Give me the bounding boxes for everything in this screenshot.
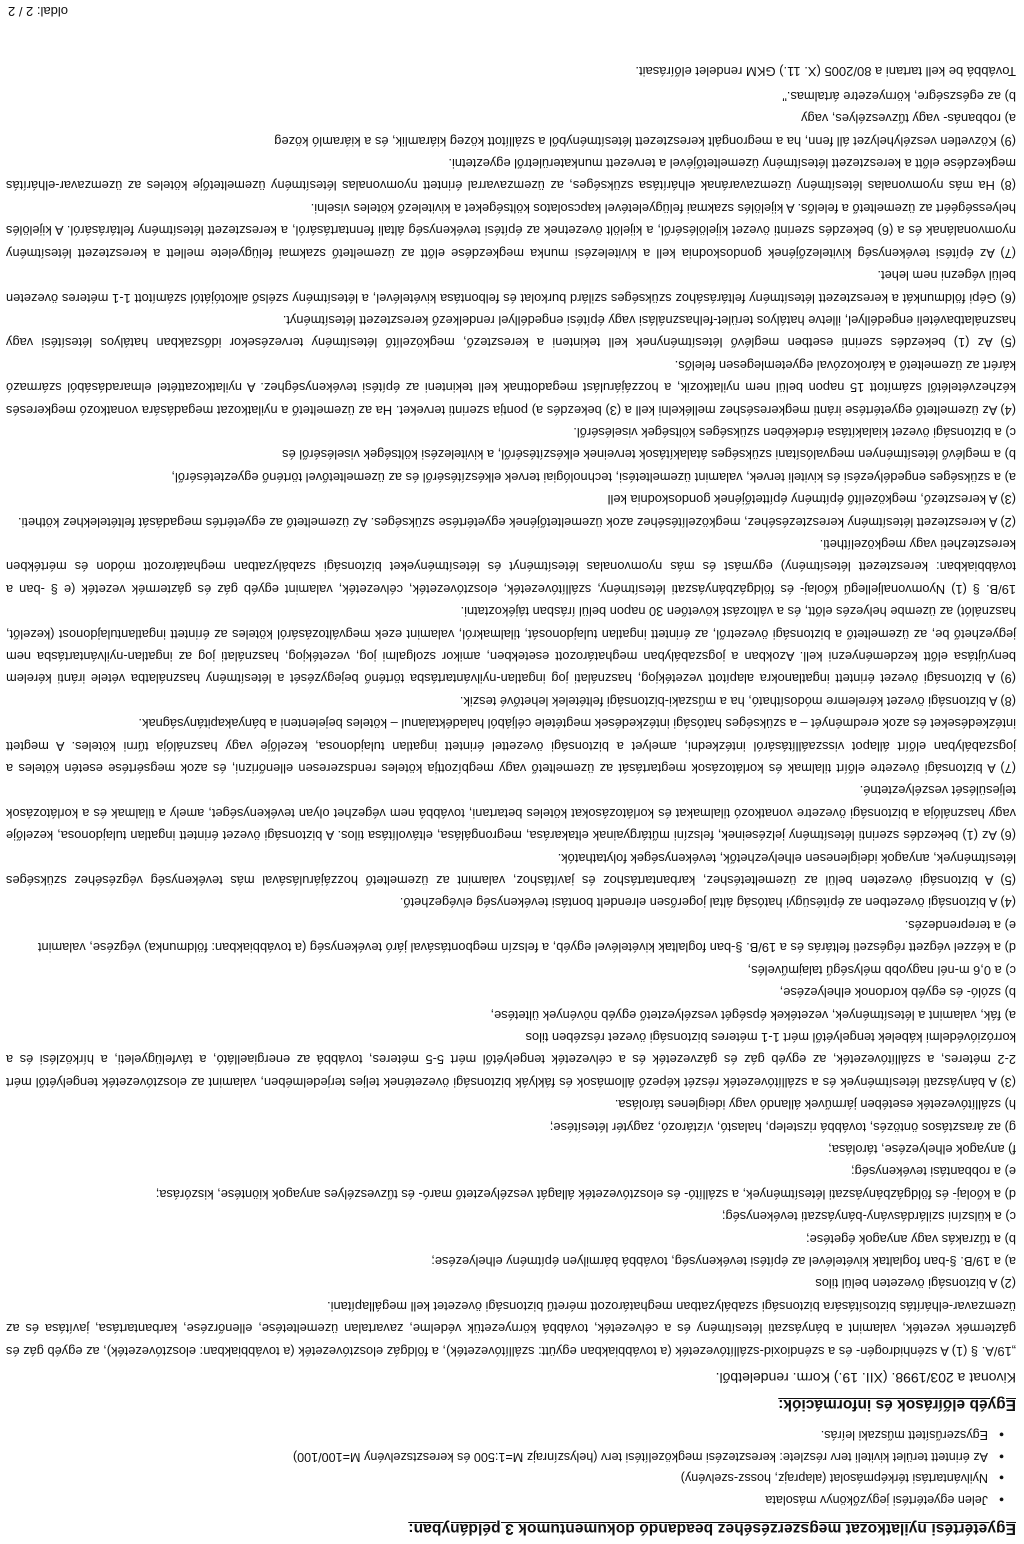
paragraph: a) robbanás- vagy tűzveszélyes, vagy xyxy=(801,111,1016,127)
paragraph: (8) A biztonsági övezet kérelemre módosítható, ha a műszaki-biztonsági feltételek lehetővé teszik. xyxy=(459,693,1016,709)
paragraph: (7) A biztonsági övezetre előírt tilalmak és korlátozások megtartását az üzemeltető vagy megbízottja köteles rendszeresen ellenőrizni, és azok megsértése esetén köteles a jogszabályban előírt állapot visszaállításáról intézkedni, amelyet a biztonsági övezettel érintett ingatlan tulajdonosa, kezelője vagy használója tűrni köteles. A megtett intézkedéseket és azok eredményét – a szükséges hatósági intézkedések megtétele céljából haladéktalanul – köteles bejelenteni a bányakapitányságnak. xyxy=(6,716,1016,777)
paragraph: (2) A keresztezett létesítmény keresztezéséhez, megközelítéséhez azok üzemeltetőjének egyetértése szükséges. Az üzemeltető az egyetértés megadását feltételekhez kötheti. xyxy=(17,514,1016,530)
paragraph: a) a szükséges engedélyezési és kiviteli tervek, valamint üzemeltetési, technológiai tervek elkészítéséről és az üzemeltetővel történő egyeztetéséről, xyxy=(171,469,1016,485)
paragraph: d) a kézzel végzett régészeti feltárás és a 19/B. §-ban foglaltak kivételével egyéb, a felszín megbontásával járó tevékenység (a továbbiakban: földmunka) végzése, valamint xyxy=(37,940,1016,956)
paragraph: 19/B. § (1) Nyomvonaljellegű kőolaj- és földgázbányászati létesítmény, szállítóvezeték, elosztóvezeték, célvezeték, valamint egyéb gáz és gáztermék vezeték (e § -ban a továbbiakban: keresztezett létesítmény) egymást és más nyomvonalas létesítményt és létesítményeket biztonsági szabályzatban meghatározott módon és mértékben keresztezheti vagy megközelítheti. xyxy=(6,537,1016,597)
paragraph: „19/A. § (1) A szénhidrogén- és a széndioxid-szállítóvezeték (a továbbiakban együtt: szállítóvezeték), a földgáz elosztóvezeték (a továbbiakban: elosztóvezeték), az egyéb gáz és gáztermék vezeték, valamint a bányászati létesítmény és a célvezeték, továbbá környezetük védelme, zavartalan üzemeltetése, ellenőrzése, karbantartása, javítása és az üzemzavar-elhárítás biztosítására biztonsági szabályzatban meghatározott méretű biztonsági övezetet kell megállapítani. xyxy=(6,1298,1016,1359)
paragraph: (5) A biztonsági övezeten belül az üzemeltetéshez, karbantartáshoz és javításhoz, valamint az üzemeltető hozzájárulásával más tevékenység végzéséhez szükséges létesítmények, anyagok ideiglenesen elhelyezhetők, tevékenységek folytathatók. xyxy=(6,850,1016,889)
paragraph: e) a robbantási tevékenység; xyxy=(851,1164,1016,1180)
paragraph: (4) A biztonsági övezetben az építésügyi hatóság által jogerősen elrendelt bontási tevékenység elvégezhető. xyxy=(399,895,1016,911)
required-documents-list xyxy=(6,1424,1016,1510)
paragraph: b) szóló- és egyéb kordonok elhelyezése, xyxy=(779,985,1016,1001)
paragraph: (8) Ha más nyomvonalas létesítmény üzemzavarának elhárítása szükséges, az üzemzavarral érintett nyomvonalas létesítmény üzemeltetője köteles az üzemzavar-elhárítás megkezdése előtt a keresztezett létesítmény üzemeltetőjével a tervezett munkaterületről egyeztetni. xyxy=(6,156,1016,194)
paragraph: c) a 0,6 m-nél nagyobb mélységű talajművelés, xyxy=(747,962,1016,978)
page-heading: Egyetértési nyilatkozat megszerzéséhez beadandó dokumentumok 3 példányban: xyxy=(408,1520,1016,1537)
list-item: • Az érintett terület kiviteli terv részlete: keresztezési megközelítési terv (helyszínrajz M=1:500 és keresztszelvény M=100/100) xyxy=(6,1445,1000,1467)
document-body xyxy=(6,60,1016,1538)
paragraph: (6) Az (1) bekezdés szerinti létesítmény jelzéseinek, felszíni műtárgyainak eltakarása, megrongálása, eltávolítása tilos. A biztonsági övezet érintett ingatlan tulajdonosa, kezelője vagy használója a biztonsági övezetre vonatkozó tilalmakat és korlátozásokat köteles betartani, továbbá nem végezhet olyan tevékenységet, amely a tilalmak és a korlátozások teljesülését veszélyeztetné. xyxy=(6,783,1016,844)
paragraph: (3) A bányászati létesítmények és a szállítóvezeték részét képező állomások és fáklyák biztonsági övezetének teljes terjedelmében, valamint az elosztóvezeték tengelyétől mért 2-2 méteres, a szállítóvezeték, az egyéb gáz és gázvezeték és a célvezeték tengelyétől mért 5-5 méteres, továbbá az energiaellátó, a távfelügyeleti, a hírközlési és a korrózióvédelmi kábelek tengelyétől mért 1-1 méteres biztonsági övezet részében tilos xyxy=(6,1029,1016,1090)
paragraph: (6) Gépi földmunkát a keresztezett létesítmény feltárásához szükséges szilárd burkolat és felbontása kivételével, a létesítmény szélső alkotójától számított 1-1 méteres övezeten belül végezni nem lehet. xyxy=(6,268,1016,306)
paragraph: (9) A biztonsági övezet érintett ingatlanokra alapított vezetékjog, használati jog ingatlan-nyilvántartásba történő bejegyzését a létesítmény használatba vétele iránti kérelem benyújtása előtt kezdeményezni kell. Azokban a jogszabályban meghatározott esetekben, amikor szolgalmi jog, vezetékjog, használati jog az ingatlan-nyilvántartásba nem jegyezhető be, az üzemeltető a biztonsági övezetről, az érintett ingatlan tulajdonosát, tilalmakról, valamint ezek megváltozásáról köteles az érintett ingatlantulajdonost (kezelőt, használót) az üzembe helyezés előtt, és a változást követően 30 napon belül írásban tájékoztatni. xyxy=(6,604,1016,687)
list-item: • Jelen egyetértési jegyzőkönyv másolata xyxy=(6,1488,1000,1510)
paragraph: f) anyagok elhelyezése, tárolása; xyxy=(828,1141,1016,1157)
paragraph: g) az árasztásos öntözés, továbbá rizstelep, halastó, víztározó, zagytér létesítése; xyxy=(549,1119,1016,1135)
paragraph: d) a kőolaj- és földgázbányászati létesítmények, a szállító- és elosztóvezeték állagát veszélyeztető maró- és tűzveszélyes anyagok kiöntése, kiszórása; xyxy=(155,1186,1016,1202)
paragraph: c) a biztonsági övezet kialakítása érdekében szükséges költségek viseléséről. xyxy=(573,424,1016,440)
paragraph: (3) A keresztező, megközelítő építmény építtetőjének gondoskodnia kell xyxy=(607,492,1016,508)
paragraph: a) a 19/B. §-ban foglaltak kivételével az építési tevékenység, továbbá bármilyen építmény elhelyezése; xyxy=(431,1254,1016,1269)
paragraph: b) az egészségre, környezetre ártalmas." xyxy=(782,88,1016,104)
regulation-text xyxy=(6,84,1016,1361)
paragraph: b) a meglévő létesítményen megvalósítani szükséges átalakítások terveinek elkészítéséről, a kivitelezési költségek viseléséről és xyxy=(282,447,1016,463)
paragraph: (5) Az (1) bekezdés szerinti esetben meglévő létesítménynek kell tekinteni a keresztező, megközelítő létesítmény tervezésekor időszakban hatályos létesítési vagy használatbavételi engedéllyel, illetve hatályos terület-felhasználási vagy építési engedéllyel rendelkező keresztezett létesítményt. xyxy=(6,312,1016,351)
footer-note: Továbbá be kell tartani a 80/2005 (X. 11.) GKM rendelet előírásait. xyxy=(635,64,1016,80)
page-number: oldal: 2 / 2 xyxy=(8,4,68,19)
extract-line: Kivonat a 203/1998. (XII. 19.) Korm. rendeletből. xyxy=(715,1369,1016,1386)
paragraph: a) fák, valamint a létesítmények, vezetékek épségét veszélyeztető egyéb növények ültetése, xyxy=(490,1007,1016,1023)
list-item: • Egyszerűsített műszaki leírás. xyxy=(6,1424,1000,1446)
paragraph: h) szállítóvezeték esetében járművek állandó vagy ideiglenes tárolása. xyxy=(614,1097,1016,1113)
paragraph: (9) Közvetlen veszélyhelyzet áll fenn, ha a megrongált keresztezett létesítményből a szállított közeg kiáramlik, és a kiáramló közeg xyxy=(274,133,1016,149)
paragraph: (4) Az üzemeltető egyetértése iránti megkereséshez mellékelni kell a (3) bekezdés a) pontja szerinti terveket. Ha az üzemeltető a nyilatkozat megadására vonatkozó megkeresés kézhezvételétől számított 15 napon belül nem nyilatkozik, a hozzájárulást megadottnak kell tekinteni az építési tevékenységhez. A nyilatkozattétel elmaradásából származó kárért az üzemeltető a károkozóval egyetemlegesen felelős. xyxy=(6,357,1016,418)
paragraph: c) a külszíni szilárdásvány-bányászati tevékenység; xyxy=(721,1209,1016,1225)
list-item: • Nyilvántartási térképmásolat (alaprajz, hossz-szelvény) xyxy=(6,1467,1000,1489)
paragraph: e) a tereprendezés. xyxy=(904,917,1016,933)
paragraph: (2) A biztonsági övezeten belül tilos xyxy=(815,1276,1016,1292)
section-heading: Egyéb előírások és információk: xyxy=(778,1395,1016,1413)
paragraph: b) a tűzrakás vagy anyagok égetése; xyxy=(806,1231,1016,1247)
paragraph: (7) Az építési tevékenység kivitelezőjének gondoskodnia kell a kivitelezési munka megkezdése előtt az üzemeltető szakmai felügyelete mellett a keresztezett létesítmény nyomvonalának és a (6) bekezdés szerinti övezet kijelöléséről, a kijelölt övezetnek az építési tevékenység általi fenntartásáról, a keresztezett létesítmény feltárásáról. A kijelölés helyességéért az üzemeltető a felelős. A kijelölés szakmai felügyeletével kapcsolatos költségeket a kivitelező köteles viselni. xyxy=(6,200,1016,261)
